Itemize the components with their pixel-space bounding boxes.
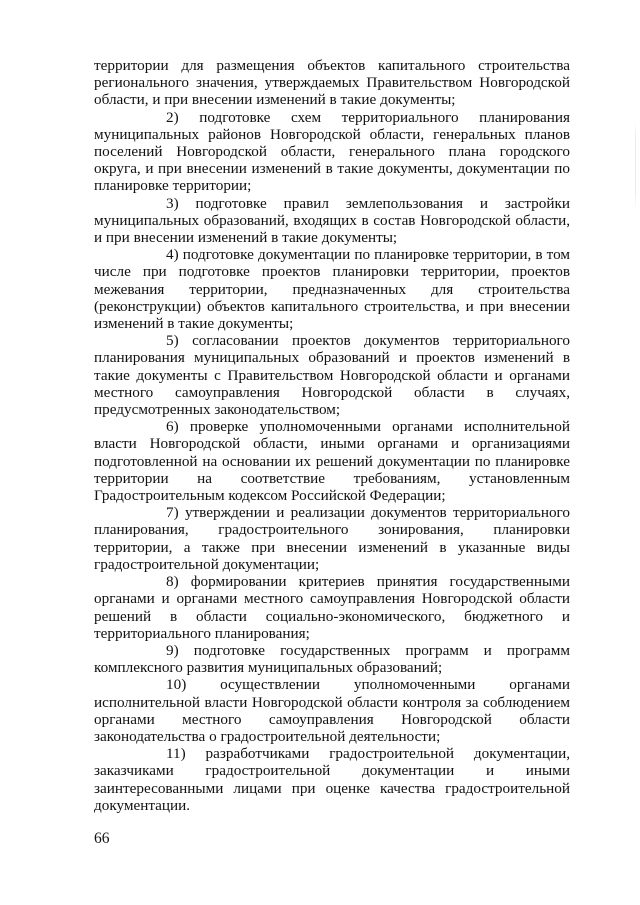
item-number: 6): [166, 418, 179, 436]
list-item-3: [94, 195, 570, 247]
item-text: разработчиками градостроительной документации, заказчиками градостроительной документации и иными заинтересованными лицами при оценке качества градостроительной документации.: [94, 745, 571, 814]
list-item-9: [94, 642, 570, 676]
item-number: 5): [166, 332, 179, 350]
item-text: формировании критериев принятия государственными органами и органами местного самоуправления Новгородской области решений в области социально-экономического, бюджетного и территориального планирования;: [94, 573, 570, 642]
item-text: подготовке правил землепользования и застройки муниципальных образований, входящих в состав Новгородской области, и при внесении изменений в такие документы;: [94, 194, 571, 247]
list-item-2: [94, 109, 570, 195]
item-text: подготовке схем территориального планирования муниципальных районов Новгородской области, генеральных планов поселений Новгородской области, генерального плана городского округа, и при внесении изменений в такие документы, документации по планировке территории;: [94, 108, 571, 195]
item-text: утверждении и реализации документов территориального планирования, градостроительного зонирования, планировки территории, а также при внесении изменений в указанные виды градостроительной документации;: [94, 504, 570, 573]
list-item-8: [94, 573, 570, 642]
item-number: 4): [166, 246, 179, 264]
list-item-6: [94, 418, 570, 504]
item-number: 7): [166, 504, 179, 522]
list-item-10: [94, 676, 570, 745]
item-number: 10): [166, 676, 187, 694]
list-item-7: [94, 504, 570, 573]
list-item-4: [94, 246, 570, 332]
paragraph-continuation: [94, 57, 570, 109]
item-text: подготовке документации по планировке территории, в том числе при подготовке проектов планировки территории, проектов межевания территории, предназначенных для строительства (реконструкции) объектов капитального строительства, и при внесении изменений в такие документы;: [94, 246, 570, 333]
item-number: 9): [166, 641, 179, 659]
item-number: 11): [166, 745, 186, 763]
item-number: 8): [166, 573, 179, 591]
scan-edge-mark: [635, 120, 636, 210]
paragraph-text: территории для размещения объектов капитального строительства регионального значения, утверждаемых Правительством Новгородской области, и при внесении изменений в такие документы;: [94, 57, 570, 109]
document-body: [94, 57, 570, 814]
list-item-5: [94, 332, 570, 418]
item-text: подготовке государственных программ и программ комплексного развития муниципальных образований;: [94, 641, 571, 677]
item-text: согласовании проектов документов территориального планирования муниципальных образований и проектов изменений в такие документы с Правительством Новгородской области и органами местного самоуправления Новгородской области в случаях, предусмотренных законодательством;: [94, 332, 570, 419]
page-number: 66: [94, 830, 110, 847]
item-text: осуществлении уполномоченными органами исполнительной власти Новгородской области контроля за соблюдением органами местного самоуправления Новгородской области законодательства о градостроительной деятельности;: [94, 676, 570, 745]
item-text: проверке уполномоченными органами исполнительной власти Новгородской области, иными органами и организациями подготовленной на основании их решений документации по планировке территории на соответствие требованиям, установленным Градостроительным кодексом Российской Федерации;: [94, 418, 570, 505]
item-number: 3): [166, 194, 179, 212]
list-item-11: [94, 745, 570, 814]
item-number: 2): [166, 108, 179, 126]
